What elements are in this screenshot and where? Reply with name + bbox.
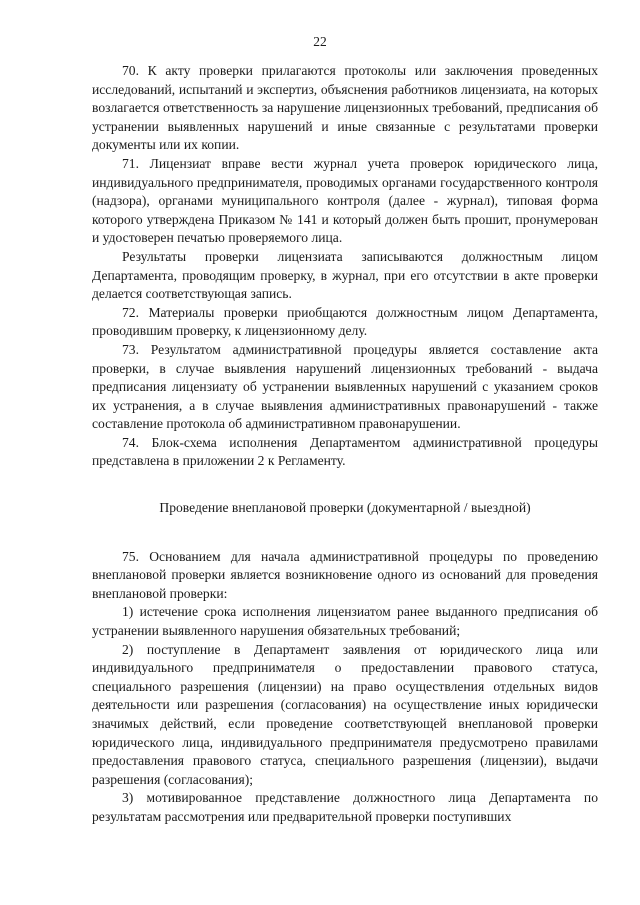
paragraph-72: 72. Материалы проверки приобщаются должностным лицом Департамента, проводившим проверку, к лицензионному делу.: [92, 304, 598, 339]
list-item-1: 1) истечение срока исполнения лицензиатом ранее выданного предписания об устранении выявленного нарушения обязательных требований;: [92, 604, 598, 639]
body-text: [92, 62, 598, 827]
list-item-2: 2) поступление в Департамент заявления от юридического лица или индивидуального предпринимателя о предоставлении правового статуса, специального разрешения (лицензии) на право осуществления отдельных видов деятельности или разрешения (согласования) на осуществление иных юридически значимых действий, если проведение соответствующей внеплановой проверки юридического лица, индивидуального предпринимателя предусмотрено правилами предоставления правового статуса, специального разрешения (лицензии), выдачи разрешения (согласования);: [92, 641, 598, 787]
list-item-3: 3) мотивированное представление должностного лица Департамента по результатам рассмотрения или предварительной проверки поступивших: [92, 790, 598, 824]
paragraph-70: 70. К акту проверки прилагаются протоколы или заключения проведенных исследований, испытаний и экспертиз, объяснения работников лицензиата, на которых возлагается ответственность за нарушение лицензионных требований, предписания об устранении выявленных нарушений и иные связанные с результатами проверки документы или их копии.: [92, 63, 598, 153]
paragraph-71: 71. Лицензиат вправе вести журнал учета проверок юридического лица, индивидуального предпринимателя, проводимых органами государственного контроля (надзора), органами муниципального контроля (далее - журнал), типовая форма которого утверждена Приказом № 141 и который должен быть прошит, пронумерован и удостоверен печатью проверяемого лица.: [92, 155, 598, 246]
paragraph-75: 75. Основанием для начала административной процедуры по проведению внеплановой проверки является возникновение одного из оснований для проведения внеплановой проверки:: [92, 548, 598, 601]
page-number: 22: [313, 34, 327, 49]
section-heading: Проведение внеплановой проверки (документарной / выездной): [159, 500, 531, 516]
paragraph-73: 73. Результатом административной процедуры является составление акта проверки, в случае выявления нарушений лицензионных требований - выдача предписания лицензиату об устранении выявленных нарушений с указанием сроков их устранения, а в случае выявления административных правонарушений - также составление протокола об административном правонарушении.: [92, 341, 598, 432]
paragraph-results: Результаты проверки лицензиата записываются должностным лицом Департамента, проводящим проверку, в журнал, при его отсутствии в акте проверки делается соответствующая запись.: [92, 248, 598, 302]
paragraph-74: 74. Блок-схема исполнения Департаментом административной процедуры представлена в приложении 2 к Регламенту.: [92, 434, 598, 469]
